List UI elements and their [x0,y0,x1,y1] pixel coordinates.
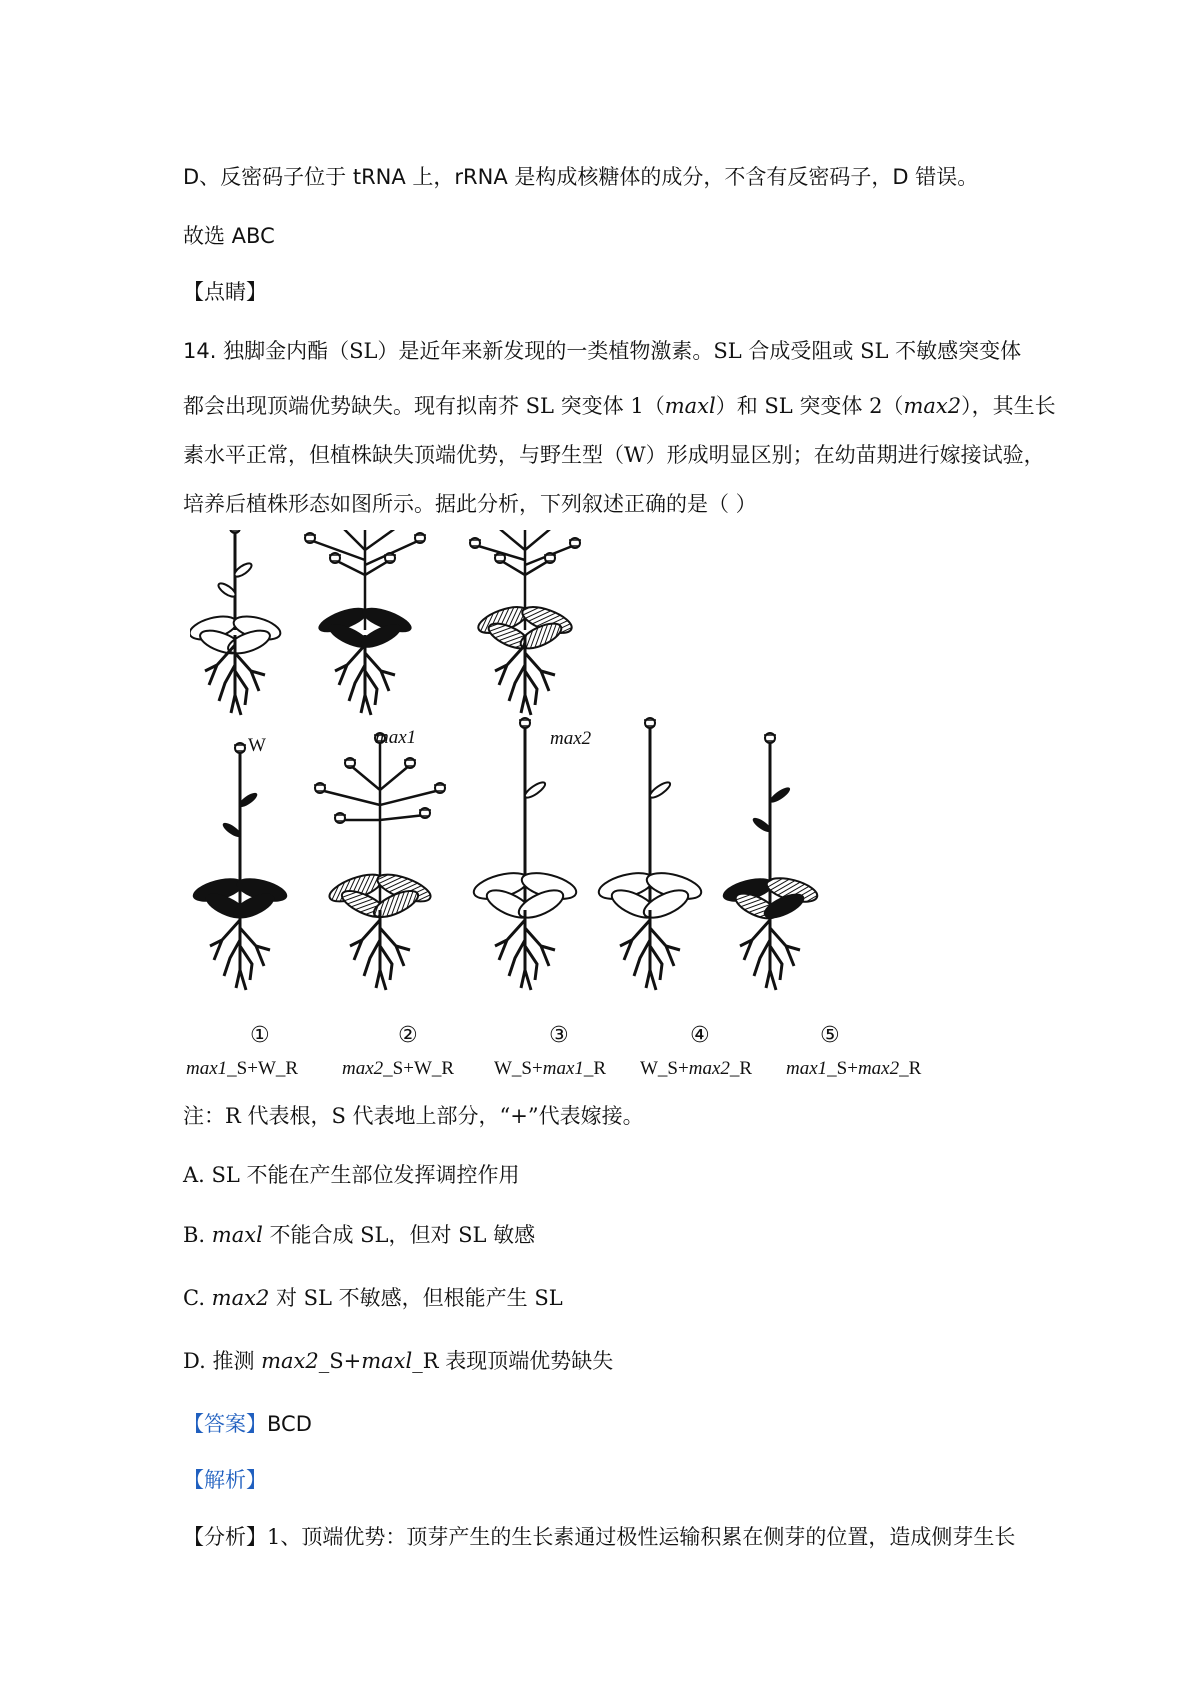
option-c: C. max2 对 SL 不敏感，但根能产生 SL [183,1286,563,1310]
label-max1: max1 [375,727,417,748]
plant-graft-2 [314,733,446,990]
plant-max2 [469,530,581,715]
question-line-4: 培养后植株形态如图所示。据此分析，下列叙述正确的是（ ） [183,492,757,516]
figure-note: 注：R 代表根，S 代表地上部分，“+”代表嫁接。 [183,1104,644,1128]
label-max2: max2 [550,728,592,749]
answer-select-line: 故选 ABC [183,224,275,248]
circle-label-1: ① [250,1023,270,1048]
graft-label-5: max1_S+max2_R [786,1058,922,1079]
plant-graft-3 [471,718,579,990]
q2-text-e: ），其生长 [961,394,1056,418]
graft-label-4: W_S+max2_R [640,1058,753,1079]
graft-label-1: max1_S+W_R [186,1058,299,1079]
circle-label-5: ⑤ [820,1023,840,1048]
answer-value: BCD [267,1412,312,1436]
analysis-text: 1、顶端优势：顶芽产生的生长素通过极性运输积累在侧芽的位置，造成侧芽生长 [267,1525,1016,1549]
question-line-3: 素水平正常，但植株缺失顶端优势，与野生型（W）形成明显区别；在幼苗期进行嫁接试验， [183,443,1045,467]
plant-max1 [304,530,426,715]
analysis-tag: 【解析】 [183,1468,267,1492]
option-d-explanation: D、反密码子位于 tRNA 上，rRNA 是构成核糖体的成分，不含有反密码子，D 错误。 [183,165,979,189]
graft-label-3: W_S+max1_R [494,1058,607,1079]
plant-figure [190,530,970,1050]
plant-graft-5 [720,733,819,990]
option-a: A. SL 不能在产生部位发挥调控作用 [183,1163,520,1187]
question-line-1 [183,336,1021,366]
fenxi-tag: 【分析】 [183,1525,267,1549]
q2-mutant2: max2 [903,394,962,418]
q2-text-c: ）和 SL 突变体 2（ [715,394,904,418]
analysis-line-1 [183,1522,1015,1552]
option-d: D. 推测 max2_S+maxl_R 表现顶端优势缺失 [183,1349,614,1373]
note-tag: 【点睛】 [183,280,267,304]
plant-graft-1 [190,743,289,990]
q2-mutant1: maxl [664,394,716,418]
plant-graft-4 [596,718,704,990]
q2-text-a: 都会出现顶端优势缺失。现有拟南芥 SL 突变体 1（ [183,394,665,418]
answer-line [183,1409,312,1439]
label-w: W [248,735,266,756]
question-line-2 [183,391,1056,421]
circle-label-3: ③ [549,1023,569,1048]
option-b: B. maxl 不能合成 SL，但对 SL 敏感 [183,1223,536,1247]
graft-label-2: max2_S+W_R [342,1058,455,1079]
question-number: 14. [183,339,217,363]
question-text-1: 独脚金内酯（SL）是近年来新发现的一类植物激素。SL 合成受阻或 SL 不敏感突变体 [223,339,1022,363]
answer-tag: 【答案】 [183,1412,267,1436]
plant-wild-type [190,530,283,715]
circle-label-4: ④ [690,1023,710,1048]
circle-label-2: ② [398,1023,418,1048]
